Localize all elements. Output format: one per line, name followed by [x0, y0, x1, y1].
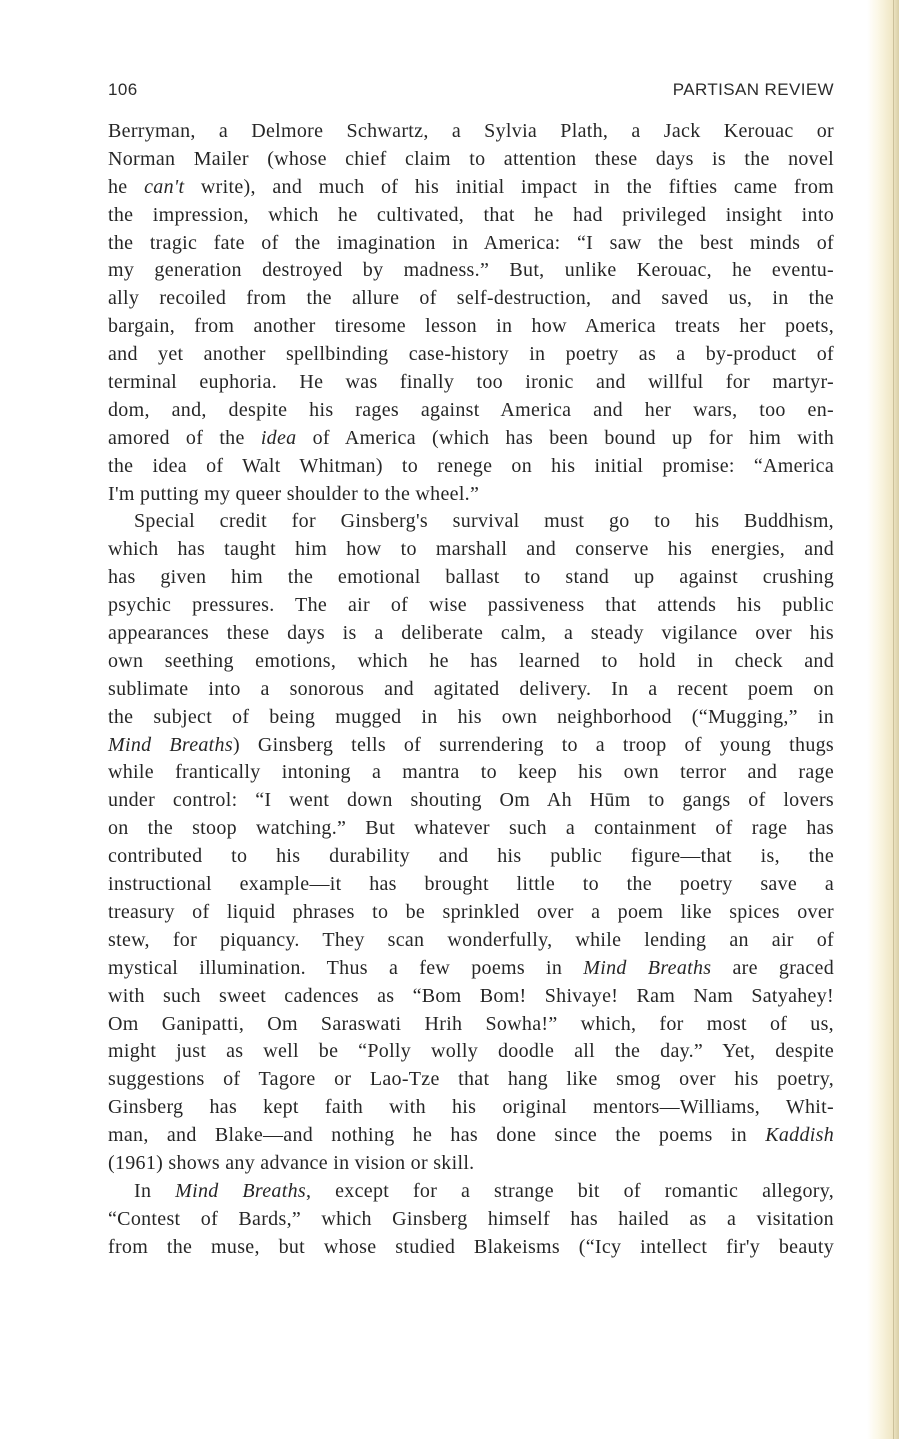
text-line: [108, 341, 834, 369]
text-line: [108, 927, 834, 955]
text-segment: Berryman, a Delmore Schwartz, a Sylvia Plath, a Jack Kerouac or: [108, 120, 834, 142]
text-line: [108, 1011, 834, 1039]
text-segment: the subject of being mugged in his own neighborhood (“Mugging,” in: [108, 705, 834, 728]
text-segment: ally recoiled from the allure of self-destruction, and saved us, in the: [108, 287, 834, 310]
text-segment: while frantically intoning a mantra to keep his own terror and rage: [108, 761, 834, 784]
text-line: [108, 536, 834, 564]
text-segment: bargain, from another tiresome lesson in how America treats her poets,: [108, 315, 834, 338]
article-body: [108, 118, 834, 1262]
italic-text: Kaddish: [765, 1124, 834, 1147]
running-head: [108, 80, 834, 104]
text-segment: own seething emotions, which he has learned to hold in check and: [108, 649, 834, 672]
text-segment: instructional example—it has brought little to the poetry save a: [108, 873, 834, 896]
italic-text: can't: [144, 175, 185, 198]
text-segment: ) Ginsberg tells of surrendering to a troop of young thugs: [232, 733, 835, 756]
text-line: [108, 508, 834, 536]
text-segment: the tragic fate of the imagination in America: “I saw the best minds of: [108, 231, 834, 254]
text-segment: he: [108, 175, 145, 198]
text-segment: I'm putting my queer shoulder to the wheel.”: [108, 482, 480, 505]
text-line: [108, 759, 834, 787]
text-line: [108, 1206, 834, 1234]
italic-text: Mind Breaths: [108, 733, 233, 756]
text-line: [108, 592, 834, 620]
text-line: [108, 1178, 834, 1206]
text-segment: of America (which has been bound up for him with: [296, 426, 835, 449]
text-line: [108, 369, 834, 397]
text-segment: under control: “I went down shouting Om Ah Hūm to gangs of lovers: [108, 789, 834, 812]
text-segment: contributed to his durability and his public figure—that is, the: [108, 845, 834, 868]
text-segment: and yet another spellbinding case-history in poetry as a by-product of: [108, 343, 834, 366]
italic-text: Mind Breaths: [583, 956, 712, 979]
text-line: [108, 648, 834, 676]
text-segment: stew, for piquancy. They scan wonderfully, while lending an air of: [108, 928, 834, 951]
text-line: [108, 1094, 834, 1122]
text-segment: the impression, which he cultivated, that he had privileged insight into: [108, 203, 834, 226]
text-line: [108, 620, 834, 648]
text-segment: man, and Blake—and nothing he has done since the poems in: [108, 1124, 766, 1147]
text-segment: (1961) shows any advance in vision or skill.: [108, 1151, 475, 1174]
italic-text: Mind Breaths: [175, 1179, 306, 1202]
text-segment: dom, and, despite his rages against America and her wars, too en-: [108, 398, 834, 421]
text-line: [108, 1150, 834, 1178]
text-segment: Om Ganipatti, Om Saraswati Hrih Sowha!” which, for most of us,: [108, 1012, 834, 1035]
text-segment: terminal euphoria. He was finally too ironic and willful for martyr-: [108, 371, 834, 394]
text-segment: suggestions of Tagore or Lao-Tze that hang like smog over his poetry,: [108, 1068, 834, 1091]
text-line: [108, 1038, 834, 1066]
text-segment: Ginsberg has kept faith with his original mentors—Williams, Whit-: [108, 1096, 834, 1119]
text-segment: Special credit for Ginsberg's survival must go to his Buddhism,: [134, 510, 834, 533]
text-line: [108, 285, 834, 313]
text-segment: with such sweet cadences as “Bom Bom! Shivaye! Ram Nam Satyahey!: [108, 984, 834, 1007]
text-segment: from the muse, but whose studied Blakeisms (“Icy intellect fir'y beauty: [108, 1235, 834, 1258]
page-edge-line: [893, 0, 894, 1439]
text-segment: treasury of liquid phrases to be sprinkled over a poem like spices over: [108, 900, 834, 923]
text-line: [108, 815, 834, 843]
text-line: [108, 1122, 834, 1150]
text-line: [108, 202, 834, 230]
text-line: [108, 676, 834, 704]
text-segment: might just as well be “Polly wolly doodle all the day.” Yet, despite: [108, 1040, 834, 1063]
text-segment: my generation destroyed by madness.” But, unlike Kerouac, he eventu-: [108, 259, 834, 282]
text-segment: sublimate into a sonorous and agitated delivery. In a recent poem on: [108, 677, 834, 700]
text-line: [108, 983, 834, 1011]
text-segment: Norman Mailer (whose chief claim to attention these days is the novel: [108, 147, 834, 170]
text-line: [108, 899, 834, 927]
text-line: [108, 174, 834, 202]
text-segment: has given him the emotional ballast to stand up against crushing: [108, 566, 834, 589]
text-line: [108, 1234, 834, 1262]
journal-title: PARTISAN REVIEW: [672, 80, 834, 99]
text-line: [108, 230, 834, 258]
text-line: [108, 397, 834, 425]
text-line: [108, 313, 834, 341]
text-line: [108, 1066, 834, 1094]
text-line: [108, 704, 834, 732]
text-line: [108, 564, 834, 592]
text-line: [108, 481, 834, 509]
text-line: [108, 732, 834, 760]
text-segment: on the stoop watching.” But whatever such a containment of rage has: [108, 817, 834, 840]
text-segment: which has taught him how to marshall and conserve his energies, and: [108, 538, 834, 561]
text-line: [108, 257, 834, 285]
text-line: [108, 955, 834, 983]
text-line: [108, 118, 834, 146]
text-segment: , except for a strange bit of romantic allegory,: [305, 1179, 835, 1202]
text-line: [108, 843, 834, 871]
text-segment: appearances these days is a deliberate calm, a steady vigilance over his: [108, 622, 834, 645]
page-number: 106: [108, 80, 138, 99]
text-segment: psychic pressures. The air of wise passiveness that attends his public: [108, 594, 834, 617]
text-segment: mystical illumination. Thus a few poems in: [108, 956, 584, 979]
page-edge: [867, 0, 899, 1439]
text-segment: “Contest of Bards,” which Ginsberg himself has hailed as a visitation: [108, 1207, 834, 1230]
italic-text: idea: [260, 426, 297, 449]
text-line: [108, 787, 834, 815]
text-segment: are graced: [711, 956, 834, 979]
text-segment: the idea of Walt Whitman) to renege on his initial promise: “America: [108, 454, 834, 477]
text-line: [108, 425, 834, 453]
text-line: [108, 453, 834, 481]
text-segment: write), and much of his initial impact in the fifties came from: [184, 175, 834, 198]
text-line: [108, 871, 834, 899]
text-segment: amored of the: [108, 426, 261, 449]
text-segment: In: [134, 1179, 176, 1202]
text-line: [108, 146, 834, 174]
